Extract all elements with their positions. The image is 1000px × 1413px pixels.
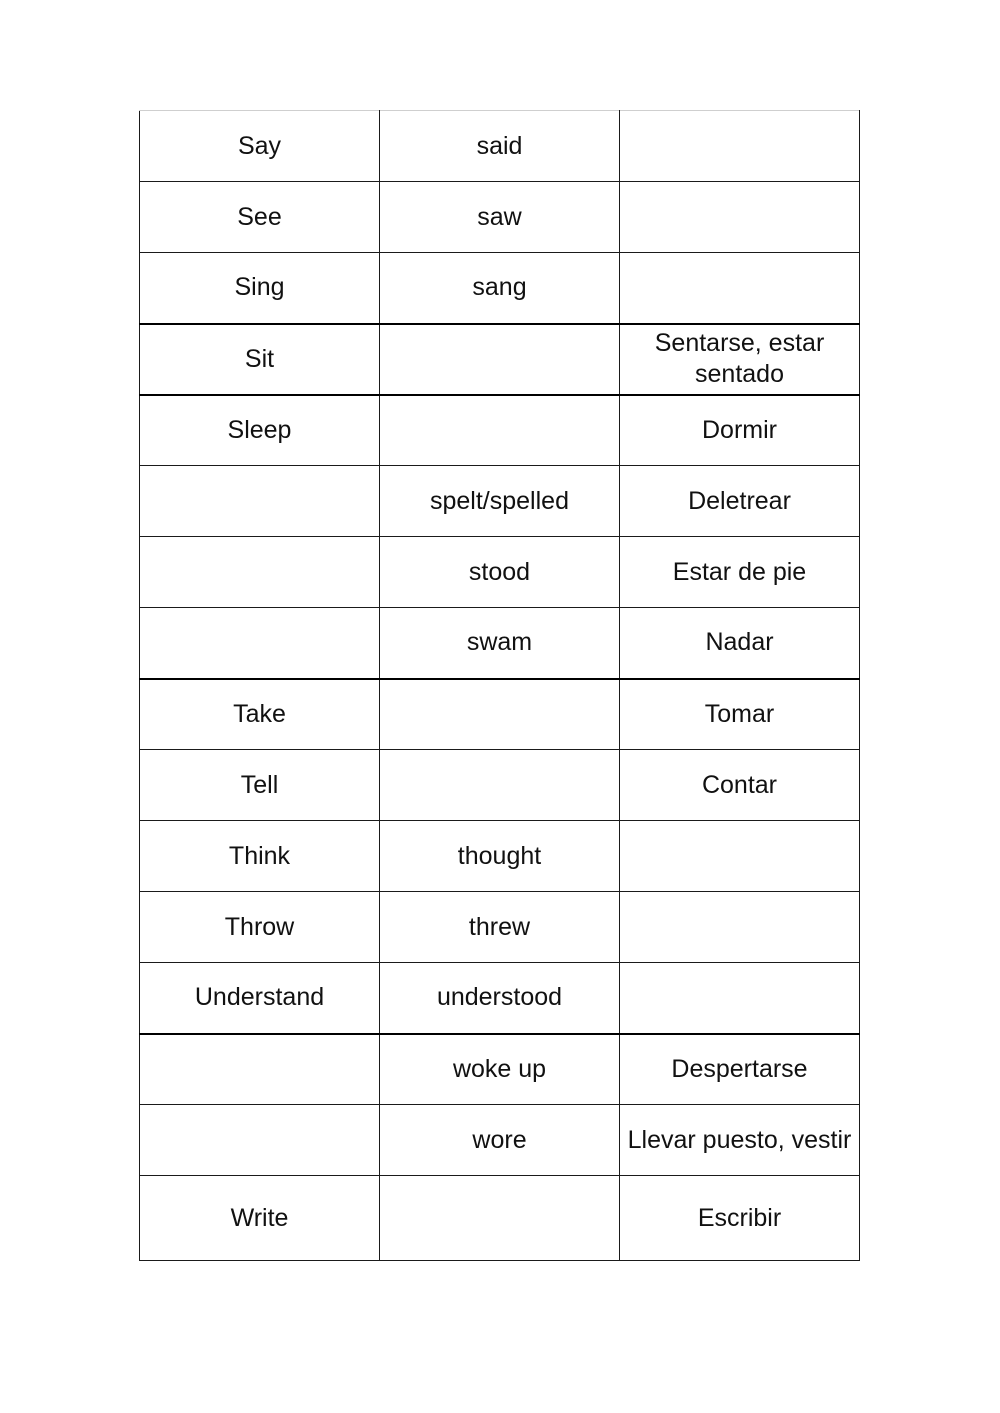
table-row bbox=[140, 253, 860, 324]
infinitive-cell: Think bbox=[140, 821, 380, 892]
spanish-translation-cell: Dormir bbox=[620, 395, 860, 466]
spanish-translation-cell: Despertarse bbox=[620, 1034, 860, 1105]
spanish-translation-cell bbox=[620, 821, 860, 892]
past-tense-cell: thought bbox=[380, 821, 620, 892]
infinitive-cell: Write bbox=[140, 1176, 380, 1261]
spanish-translation-cell bbox=[620, 963, 860, 1034]
table-row bbox=[140, 679, 860, 750]
infinitive-cell bbox=[140, 608, 380, 679]
spanish-translation-cell: Contar bbox=[620, 750, 860, 821]
past-tense-cell: sang bbox=[380, 253, 620, 324]
spanish-translation-cell bbox=[620, 111, 860, 182]
infinitive-cell bbox=[140, 1105, 380, 1176]
table-row bbox=[140, 111, 860, 182]
spanish-translation-cell: Estar de pie bbox=[620, 537, 860, 608]
spanish-translation-cell: Sentarse, estar sentado bbox=[620, 324, 860, 395]
spanish-translation-cell: Nadar bbox=[620, 608, 860, 679]
infinitive-cell: Sing bbox=[140, 253, 380, 324]
infinitive-cell bbox=[140, 537, 380, 608]
infinitive-cell: Throw bbox=[140, 892, 380, 963]
infinitive-cell: Tell bbox=[140, 750, 380, 821]
infinitive-cell: Sit bbox=[140, 324, 380, 395]
past-tense-cell: stood bbox=[380, 537, 620, 608]
table-row bbox=[140, 963, 860, 1034]
table-row bbox=[140, 395, 860, 466]
infinitive-cell: Understand bbox=[140, 963, 380, 1034]
spanish-translation-cell: Deletrear bbox=[620, 466, 860, 537]
past-tense-cell bbox=[380, 750, 620, 821]
table-row bbox=[140, 821, 860, 892]
past-tense-cell: spelt/spelled bbox=[380, 466, 620, 537]
past-tense-cell: woke up bbox=[380, 1034, 620, 1105]
spanish-translation-cell bbox=[620, 253, 860, 324]
past-tense-cell bbox=[380, 395, 620, 466]
infinitive-cell bbox=[140, 1034, 380, 1105]
past-tense-cell: swam bbox=[380, 608, 620, 679]
spanish-translation-cell: Tomar bbox=[620, 679, 860, 750]
irregular-verbs-table bbox=[139, 110, 860, 1261]
infinitive-cell: Sleep bbox=[140, 395, 380, 466]
past-tense-cell: wore bbox=[380, 1105, 620, 1176]
table-row bbox=[140, 182, 860, 253]
spanish-translation-cell: Llevar puesto, vestir bbox=[620, 1105, 860, 1176]
table-row bbox=[140, 466, 860, 537]
table-row bbox=[140, 1034, 860, 1105]
table-row bbox=[140, 324, 860, 395]
past-tense-cell bbox=[380, 324, 620, 395]
past-tense-cell bbox=[380, 1176, 620, 1261]
spanish-translation-cell bbox=[620, 182, 860, 253]
spanish-translation-cell bbox=[620, 892, 860, 963]
past-tense-cell: saw bbox=[380, 182, 620, 253]
past-tense-cell: threw bbox=[380, 892, 620, 963]
table-row bbox=[140, 892, 860, 963]
table-row bbox=[140, 537, 860, 608]
infinitive-cell: Take bbox=[140, 679, 380, 750]
spanish-translation-cell: Escribir bbox=[620, 1176, 860, 1261]
past-tense-cell: understood bbox=[380, 963, 620, 1034]
infinitive-cell: See bbox=[140, 182, 380, 253]
past-tense-cell bbox=[380, 679, 620, 750]
table-row bbox=[140, 608, 860, 679]
table-row bbox=[140, 1176, 860, 1261]
worksheet-page bbox=[139, 110, 860, 1261]
infinitive-cell bbox=[140, 466, 380, 537]
table-row bbox=[140, 750, 860, 821]
table-row bbox=[140, 1105, 860, 1176]
infinitive-cell: Say bbox=[140, 111, 380, 182]
past-tense-cell: said bbox=[380, 111, 620, 182]
